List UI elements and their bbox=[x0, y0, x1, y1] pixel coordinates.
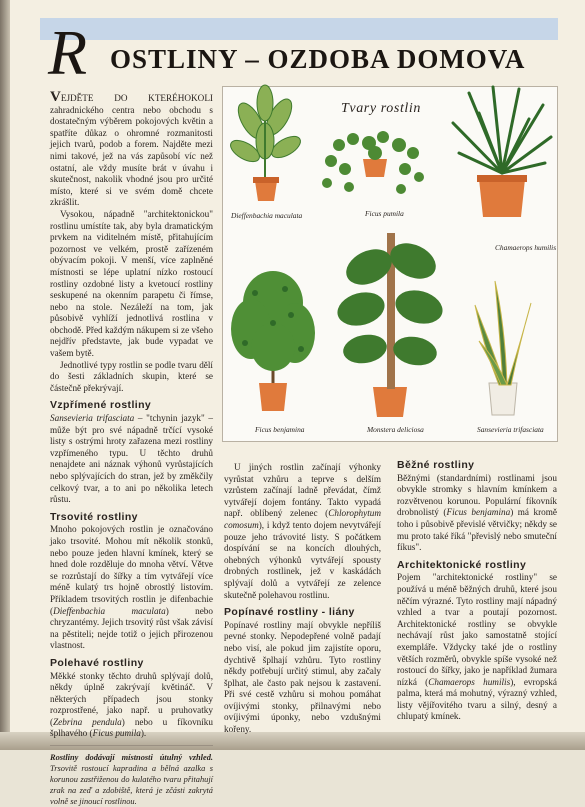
species-sansevieria: Sansevieria trifasciata bbox=[50, 413, 135, 424]
species-dieffenbachia: Dieffenbachia maculata bbox=[53, 605, 166, 616]
upright-paragraph bbox=[50, 413, 213, 506]
caption-chamaerops: Chamaerops humilis bbox=[495, 243, 557, 252]
heading-upright: Vzpřímené rostliny bbox=[50, 399, 152, 412]
fountain-paragraph bbox=[224, 462, 381, 601]
sansevieria-image bbox=[469, 275, 539, 425]
heading-climbing: Popínavé rostliny - liány bbox=[224, 606, 355, 619]
caption-sansevieria: Sansevieria trifasciata bbox=[477, 425, 544, 434]
panel-title: Tvary rostlin bbox=[341, 101, 422, 116]
bushy-paragraph bbox=[50, 524, 213, 652]
upright-text: – "tchynin jazyk" – může být pro své nápadně trčící vysoké listy s ostrými hroty zařazena mezi rostliny vzpřímeného typu. U těchto druhů nenajdete ani náznak výhonů vyrůstajících nebo splývajících do stran, jež by změkčily celkový tvar, a to ani po několika letech růstu. bbox=[50, 413, 213, 505]
trailing-text-c: ). bbox=[140, 728, 147, 739]
ficus-pumila-image bbox=[319, 125, 431, 205]
caption-monstera: Monstera deliciosa bbox=[367, 425, 424, 434]
caption-ficus-pumila: Ficus pumila bbox=[365, 209, 404, 218]
intro-paragraph-3: Jednotlivé typy rostlin se podle tvaru dělí do šesti základních skupin, které se částečně překrývají. bbox=[50, 359, 213, 393]
dieffenbachia-image bbox=[231, 81, 301, 206]
divider bbox=[50, 745, 213, 746]
heading-bushy: Trsovité rostliny bbox=[50, 510, 138, 523]
trailing-text-a: Měkké stonky těchto druhů splývají dolů, někdy úplně zakrývají květináč. V některých případech jsou stonky rozprostřené, jako např. u pruhovatky ( bbox=[50, 670, 213, 727]
caption-ficus-benjamina: Ficus benjamina bbox=[255, 425, 305, 434]
fountain-text-b: ), i když tento dojem nevytvářejí pouze jeho trávovité listy. S počátkem dospívání se na koncích dlouhých, ohebných výhonků vytvářejí spousty drobných rostlinek, jež v kaskádách splývají dolů a vytvářejí ze zelence skutečně polehavou rostlinu. bbox=[224, 519, 381, 600]
common-paragraph bbox=[397, 473, 557, 554]
caption-dieffenbachia: Dieffenbachia maculata bbox=[231, 211, 303, 220]
architectural-paragraph bbox=[397, 572, 557, 723]
intro-text-1: EJDĚTE DO KTERÉHOKOLI zahradnického centra nebo obchodu s dostatečným výběrem pokojových květin a spatříte důkaz o ohromné rozmanitosti jejich tvarů, podob a forem. Najděte mezi nimi takové, jež na vás zapůsobí víc než ostatní, ale vždy musíte brát v úvahu i skutečnost, nakolik vhodné jsou pro určité místo, které si ve svém domě chcete zkrášlit. bbox=[50, 93, 213, 208]
page-title bbox=[48, 17, 568, 88]
photo-note bbox=[50, 752, 213, 807]
dropcap: V bbox=[50, 89, 61, 105]
common-text-a: Běžnými (standardními) rostlinami jsou obvykle stromky s hlavním kmínkem a rozvětvenou korunou. Populární fíkovník drobnolistý ( bbox=[397, 472, 557, 518]
title-text: OSTLINY – OZDOBA DOMOVA bbox=[110, 44, 526, 74]
species-ficus-pumila: Ficus pumila bbox=[92, 728, 141, 739]
middle-column bbox=[224, 462, 381, 736]
monstera-image bbox=[335, 227, 445, 423]
left-column bbox=[50, 89, 213, 807]
trailing-paragraph bbox=[50, 671, 213, 741]
plant-shapes-panel bbox=[222, 86, 558, 442]
chamaerops-image bbox=[449, 83, 555, 233]
intro-paragraph-1 bbox=[50, 89, 213, 209]
species-chlorophytum: Chlorophytum comosum bbox=[224, 508, 381, 530]
common-text-b: ) má kromě toho i působivě převislé větvičky; někdy se mu proto také říká "převislý nebo smuteční fíkus". bbox=[397, 507, 557, 553]
architectural-text-b: ), evropská palma, která má mohutný, výrazný vzhled, listy vějířovitého tvaru a silný, desný a chlupatý kmínek. bbox=[397, 676, 557, 722]
ficus-benjamina-image bbox=[225, 263, 321, 423]
note-bold: Rostliny dodávají místnosti útulný vzhled. bbox=[50, 753, 213, 763]
right-column bbox=[397, 460, 557, 723]
note-text: Trsovitě rostoucí kapradina a bělná azalka s korunou zastřiženou do kulatého tvaru přitahují zrak na zeď a zdobiště, která je zčásti zakrytá volně se jinoucí rostlinou. bbox=[50, 764, 213, 807]
species-zebrina: Zebrina pendula bbox=[53, 716, 122, 727]
title-initial: R bbox=[48, 17, 88, 88]
species-ficus-benjamina: Ficus benjamina bbox=[446, 507, 511, 518]
heading-common: Běžné rostliny bbox=[397, 459, 475, 471]
trailing-text-b: ) nebo u fíkovníku šplhavého ( bbox=[50, 716, 213, 739]
heading-trailing: Polehavé rostliny bbox=[50, 656, 144, 669]
book-spine bbox=[0, 0, 10, 750]
bushy-text-b: ) nebo chryzantémy. Jejich trsovitý růst však závisí na pěstiteli; nejde totiž o jejich přirozenou vlastnost. bbox=[50, 605, 213, 651]
climbing-paragraph: Popínavé rostliny mají obvykle nepříliš pevné stonky. Nepodepřené volně padají nebo visí, ale pokud jim zajistíte oporu, dychtivě šplhají vzhůru. Tyto rostliny někdy potřebují určitý stimul, aby začaly šplhat, ale často pak nejsou k zastavení. Při své cestě vzhůru si mohou pomáhat ovíjivými stonky, přilnavými nebo ovíjivými úponky, nebo vzdušnými kořeny. bbox=[224, 619, 381, 735]
species-chamaerops: Chamaerops humilis bbox=[428, 676, 511, 687]
bushy-text-a: Mnoho pokojových rostlin je označováno jako trsovité. Mohou mít několik stonků, nebo pouze jeden hlavní kmínek, který se hned dole rozděluje do mnoha větví. Větve se rozrůstají do šířky a tím vytvářejí více méně kulatý trs hojně obrostlý listovím. Příkladem trsovitých rostlin je difenbachie ( bbox=[50, 524, 213, 616]
heading-architectural: Architektonické rostliny bbox=[397, 558, 527, 571]
intro-paragraph-2: Vysokou, nápadně "architektonickou" rostlinu umístíte tak, aby byla dramatickým prvkem na viditelném místě, přitahujícím pozornost ve velkém, prostě zařízeném obývacím pokoji. V menší, více zaplněné místnosti se lépe uplatní nízko rostoucí rostliny ozdobné listy a kvetoucí rostliny seskupené na okenním parapetu či římse, nebo na stole. Nezáleží na tom, jak působivě vyhlíží jednotlivá rostlina v obchodě. Před každým nákupem si ze všeho nejdřív představte, jak bude vypadat ve vašem bytě. bbox=[50, 208, 213, 359]
fountain-text-a: U jiných rostlin začínají výhonky vyrůstat vzhůru a teprve s delším vzrůstem začínají ladně převádat, čímž vytvářejí dojem fontány. Takto vypadá např. oblíbený zelenec ( bbox=[224, 462, 381, 519]
architectural-text-a: Pojem "architektonické rostliny" se používá u méně běžných druhů, které jsou něčím výrazné. Tyto rostliny mají nápadný vzhled a tvar a poutají pozornost. Architektonické rostliny se obvykle nechávají růst jako samostatně stojící exempláře. Vždycky také jde o rostliny větších rozměrů, obvykle spíše vysoké než rostoucí do šířky, jako je například žumara nízká ( bbox=[397, 572, 557, 687]
